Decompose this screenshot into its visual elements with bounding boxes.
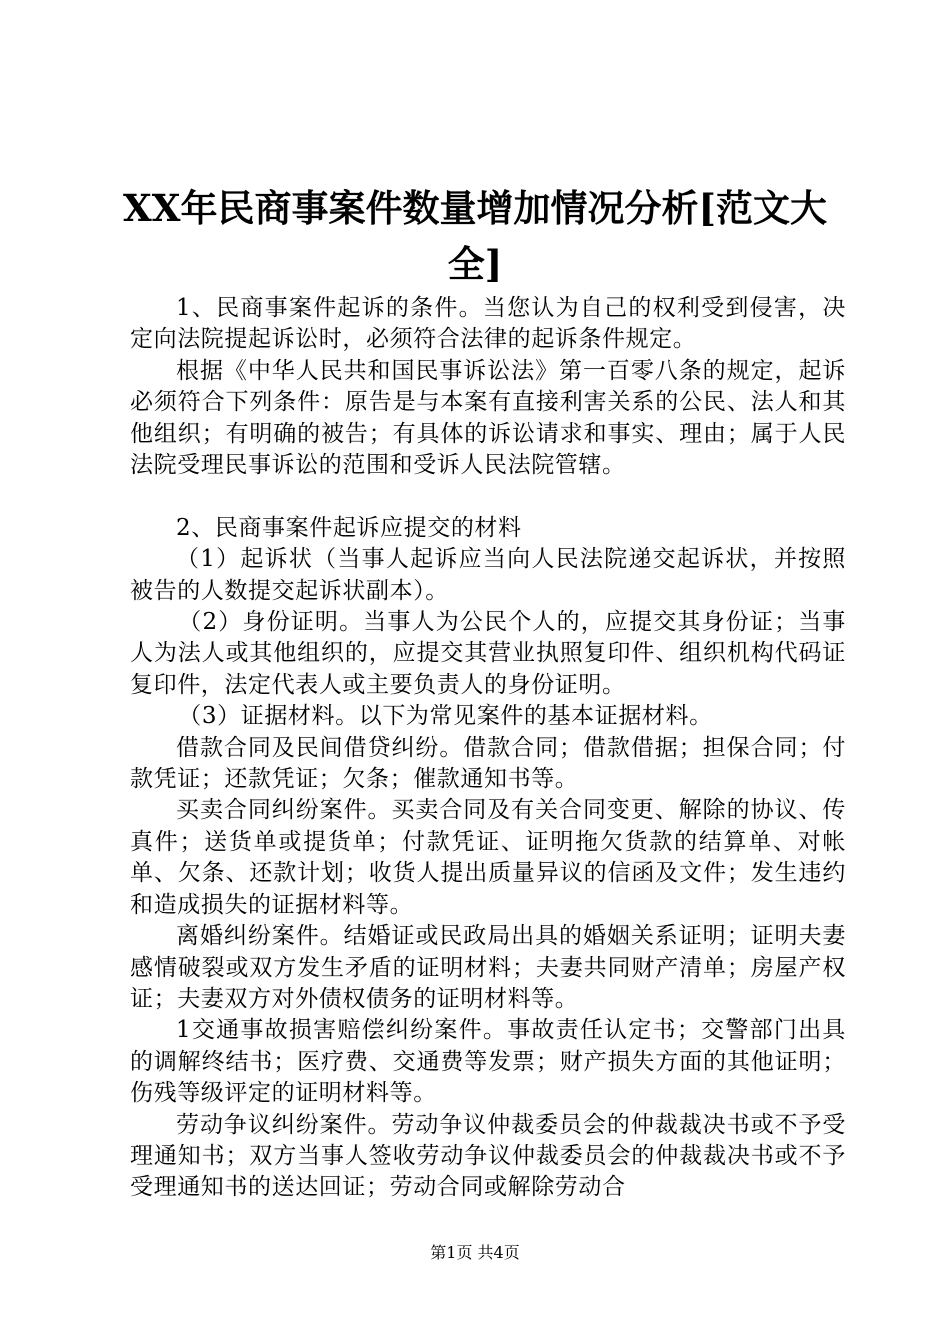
document-title: [120, 180, 830, 292]
paragraph-civil-procedure-law: 根据《中华人民共和国民事诉讼法》第一百零八条的规定，起诉必须符合下列条件：原告是与本案有直接利害关系的公民、法人和其他组织；有明确的被告；有具体的诉讼请求和事实、理由；属于人民法院受理民事诉讼的范围和受诉人民法院管辖。: [130, 357, 846, 479]
paragraph-divorce-disputes: 离婚纠纷案件。结婚证或民政局出具的婚姻关系证明；证明夫妻感情破裂或双方发生矛盾的证明材料；夫妻共同财产清单；房屋产权证；夫妻双方对外债权债务的证明材料等。: [130, 923, 846, 1012]
paragraph-loan-disputes: 借款合同及民间借贷纠纷。借款合同；借款借据；担保合同；付款凭证；还款凭证；欠条；催款通知书等。: [130, 734, 846, 793]
paragraph-evidence: （3）证据材料。以下为常见案件的基本证据材料。: [178, 703, 713, 730]
paragraph-identity-proof: （2）身份证明。当事人为公民个人的，应提交其身份证；当事人为法人或其他组织的，应提交其营业执照复印件、组织机构代码证复印件，法定代表人或主要负责人的身份证明。: [130, 609, 846, 698]
paragraph-spacer: [130, 481, 846, 512]
paragraph-materials-heading: 2、民商事案件起诉应提交的材料: [176, 514, 522, 541]
paragraph-labor-disputes: 劳动争议纠纷案件。劳动争议仲裁委员会的仲裁裁决书或不予受理通知书；双方当事人签收劳动争议仲裁委员会的仲裁裁决书或不予受理通知书的送达回证；劳动合同或解除劳动合: [130, 1111, 846, 1201]
paragraph-filing-conditions: 1、民商事案件起诉的条件。当您认为自己的权利受到侵害，决定向法院提起诉讼时，必须符合法律的起诉条件规定。: [130, 295, 846, 353]
title-line-2: 全]: [447, 242, 503, 286]
paragraph-traffic-accident: 1交通事故损害赔偿纠纷案件。事故责任认定书；交警部门出具的调解终结书；医疗费、交通费等发票；财产损失方面的其他证明；伤残等级评定的证明材料等。: [130, 1017, 846, 1107]
paragraph-complaint: （1）起诉状（当事人起诉应当向人民法院递交起诉状，并按照被告的人数提交起诉状副本）。: [130, 546, 846, 604]
paragraph-sales-disputes: 买卖合同纠纷案件。买卖合同及有关合同变更、解除的协议、传真件；送货单或提货单；付款凭证、证明拖欠货款的结算单、对帐单、欠条、还款计划；收货人提出质量异议的信函及文件；发生违约和造成损失的证据材料等。: [130, 797, 846, 918]
title-line-1: XX年民商事案件数量增加情况分析[范文大: [123, 186, 827, 230]
document-body: [130, 293, 846, 1204]
page-number-footer: 第1页 共4页: [430, 1243, 520, 1262]
